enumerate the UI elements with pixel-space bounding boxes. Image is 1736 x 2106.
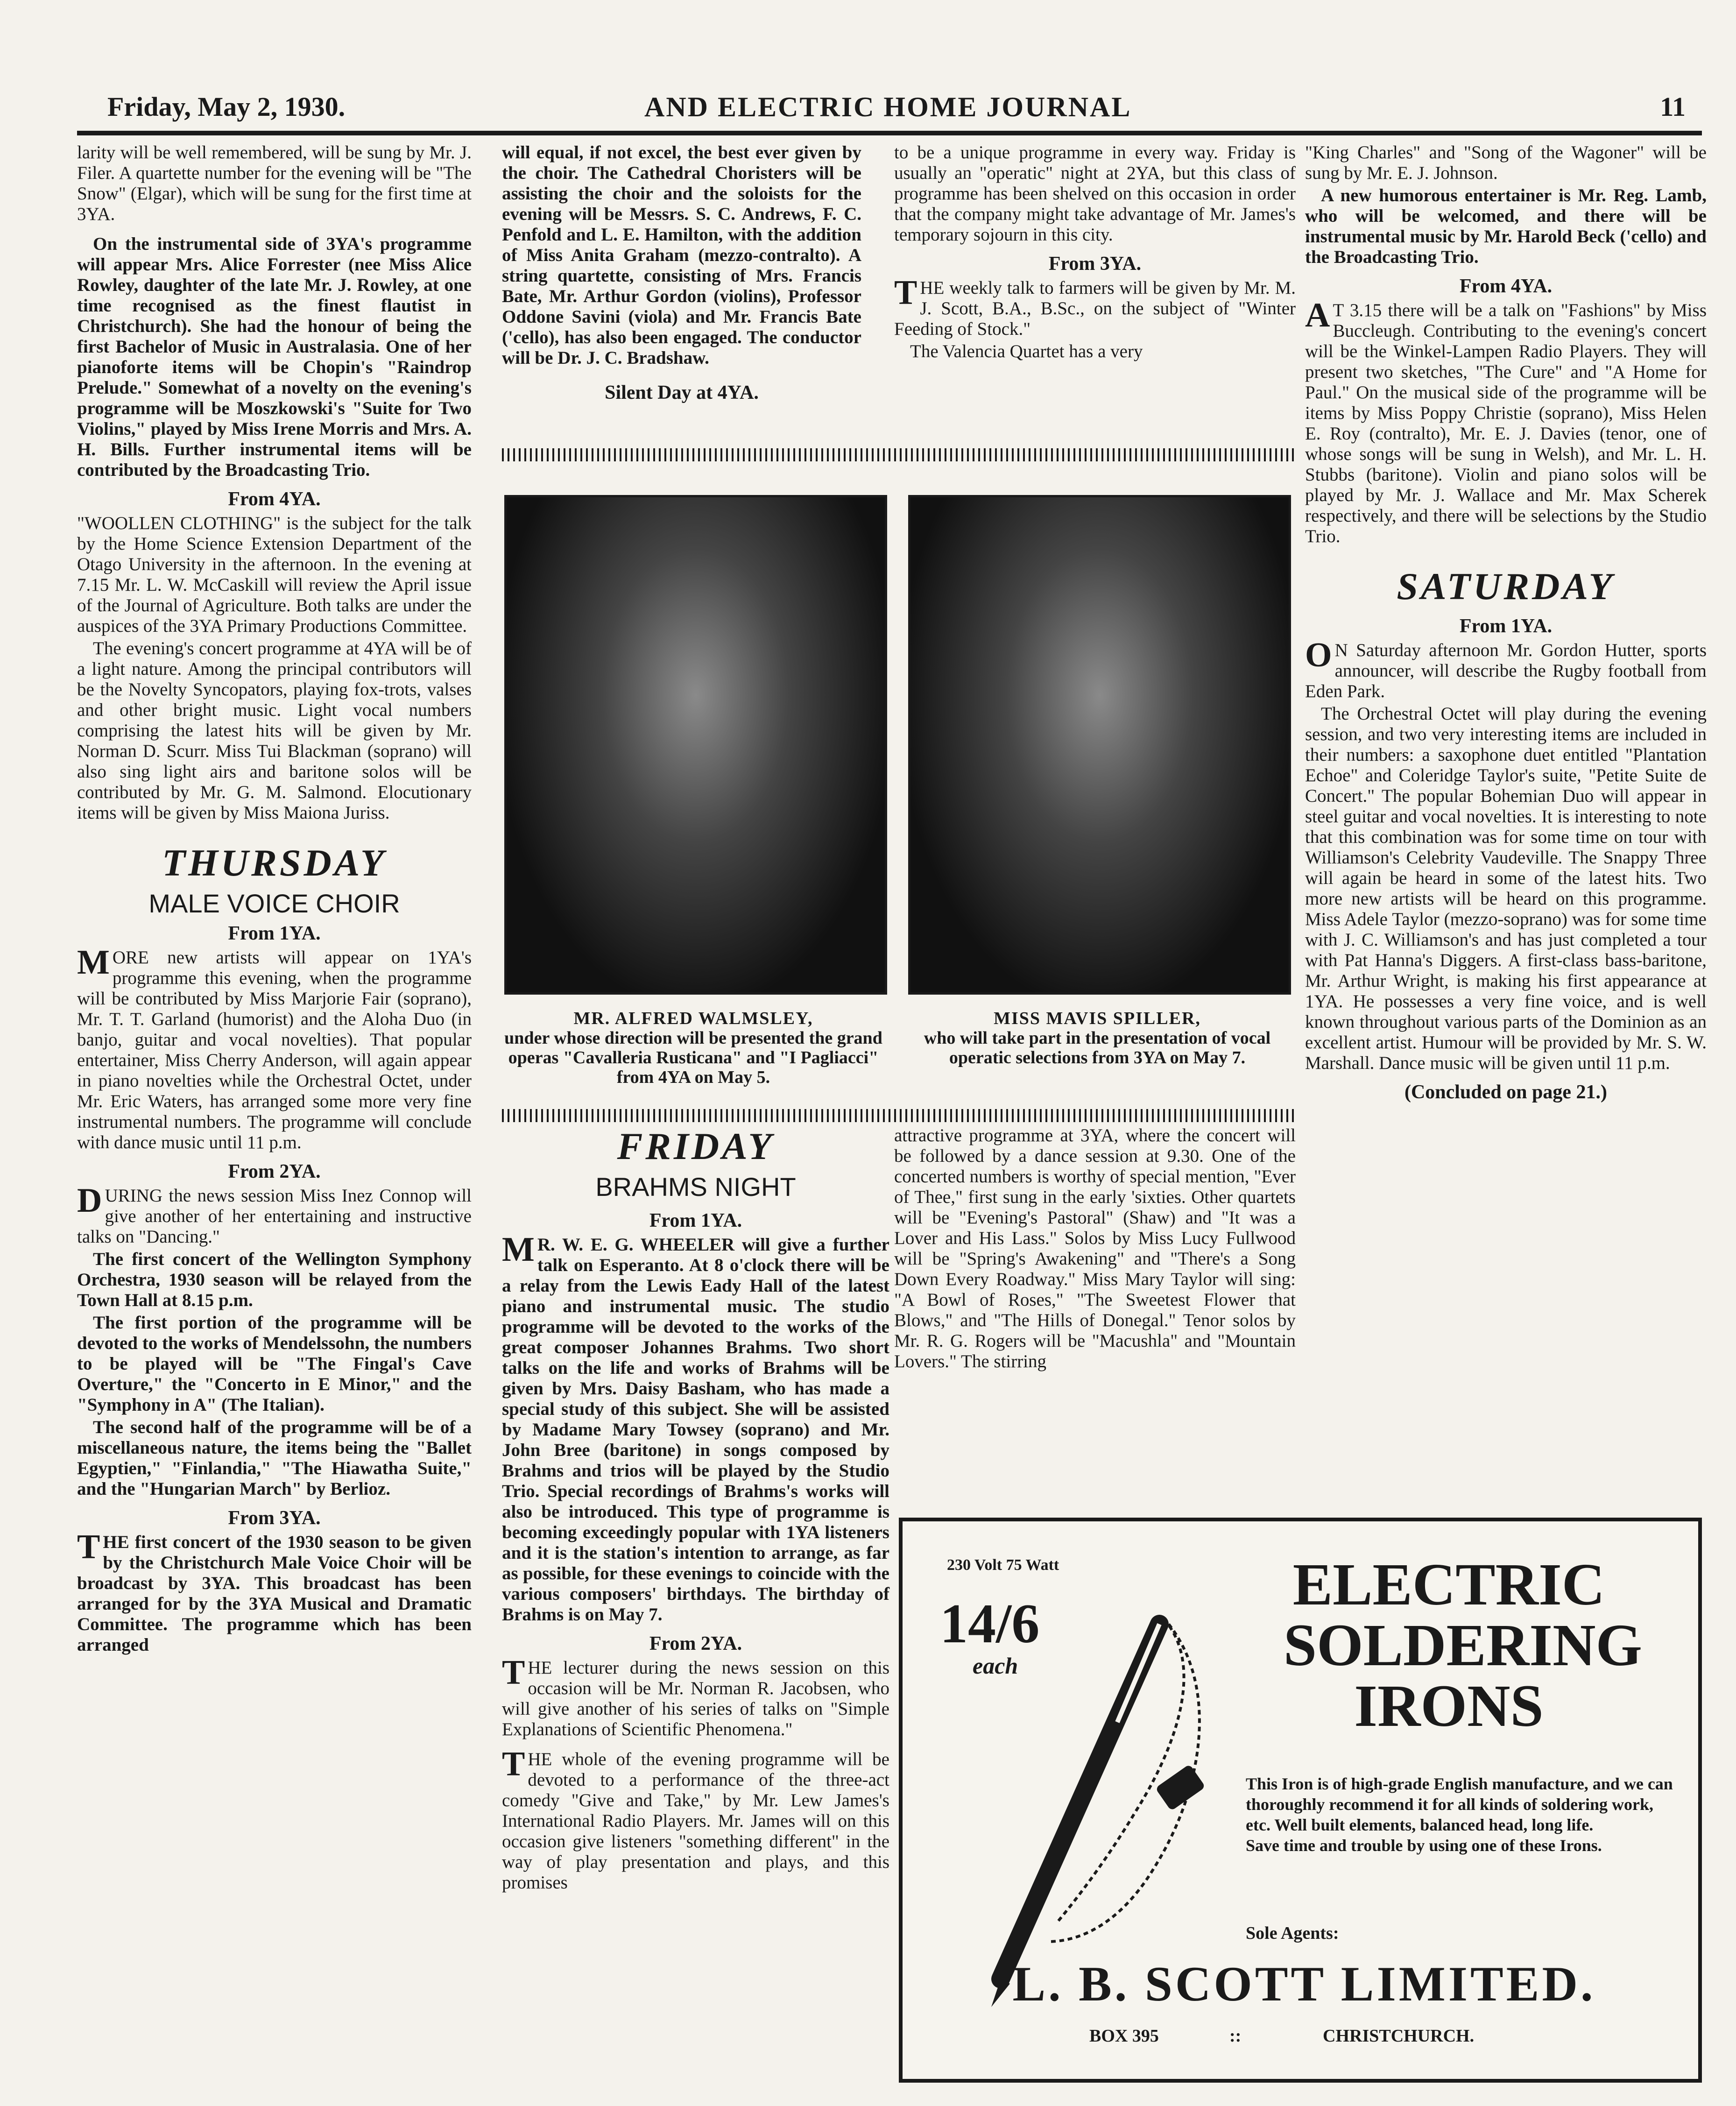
- photo-alfred-walmsley: [504, 495, 887, 995]
- paragraph: The first portion of the programme will be devoted to the works of Mendelssohn, the numbers to be played will be "The Fingal's Cave Overture," the "Concerto in E Minor," and the "Symphony in A" (The Italian).: [77, 1313, 472, 1415]
- ad-title-line-3: IRONS: [1354, 1673, 1544, 1739]
- paragraph: "WOOLLEN CLOTHING" is the subject for the talk by the Home Science Extension Department of the Otago University in the afternoon. In the evening at 7.15 Mr. L. W. McCaskill will review the April issue of the Journal of Agriculture. Both talks are under the auspices of the 3YA Primary Productions Committee.: [77, 513, 472, 636]
- section-heading: MALE VOICE CHOIR: [148, 889, 400, 918]
- subheading: From 1YA.: [1459, 615, 1553, 637]
- continuation-note: (Concluded on page 21.): [1404, 1081, 1608, 1103]
- subheading: From 3YA.: [1048, 253, 1142, 275]
- ad-box-number: BOX 395: [1089, 2026, 1159, 2046]
- caption-text: under whose direction will be presented the grand operas "Cavalleria Rusticana" and "I Pagliacci" from 4YA on May 5.: [504, 1028, 882, 1087]
- subheading: Silent Day at 4YA.: [605, 382, 759, 403]
- ad-title-line-2: SOLDERING: [1283, 1612, 1643, 1678]
- decorative-rule: [502, 448, 1296, 461]
- decorative-rule: [502, 1109, 1296, 1122]
- column-2-top: [502, 142, 861, 407]
- day-heading: SATURDAY: [1397, 565, 1615, 608]
- subheading: From 1YA.: [649, 1210, 742, 1231]
- header-page-number: 11: [1660, 92, 1686, 122]
- photo-caption-right: [908, 1009, 1286, 1067]
- paragraph: MORE new artists will appear on 1YA's programme this evening, when the programme will be contributed by Miss Marjorie Fair (soprano), Mr. T. T. Garland (humorist) and the Aloha Duo (in banjo, guitar and vocal novelties). That popular entertainer, Miss Cherry Anderson, will again appear in piano novelties while the Orchestral Octet, under Mr. Eric Waters, has arranged some more very fine instrumental numbers. The programme will conclude with dance music until 11 p.m.: [77, 943, 472, 1152]
- ad-voltage: 230 Volt 75 Watt: [947, 1556, 1059, 1574]
- subheading: From 2YA.: [228, 1161, 321, 1182]
- subheading: From 1YA.: [228, 923, 321, 944]
- paragraph: The evening's concert programme at 4YA will be of a light nature. Among the principal contributors will be the Novelty Syncopators, playing fox-trots, valses and other bright music. Light vocal numbers comprising the latest hits will be given by Mr. Norman D. Scurr. Miss Tui Blackman (soprano) will also sing light airs and baritone solos will be contributed by Mr. G. M. Salmond. Elocutionary items will be given by Miss Maiona Juriss.: [77, 638, 472, 823]
- column-3-top: [894, 142, 1296, 364]
- paragraph: The Valencia Quartet has a very: [910, 341, 1143, 361]
- caption-name: MISS MAVIS SPILLER,: [994, 1009, 1201, 1028]
- paragraph: THE lecturer during the news session on this occasion will be Mr. Norman R. Jacobsen, who will give another of his series of talks on "Simple Explanations of Scientific Phenomena.": [502, 1654, 889, 1739]
- ad-price-unit: each: [973, 1653, 1018, 1679]
- subheading: From 2YA.: [649, 1633, 742, 1654]
- paragraph: M R. W. E. G. WHEELER will give a further talk on Esperanto. At 8 o'clock there will be a relay from the Lewis Eady Hall of the latest piano and instrumental music. The studio programme will be devoted to the works of the great composer Johannes Brahms. Two short talks on the life and works of Brahms will be given by Mrs. Daisy Basham, who has made a special study of this subject. She will be assisted by Madame Mary Towsey (soprano) and Mr. John Bree (baritone) in songs composed by Brahms and trios will be played by the Studio Trio. Special recordings of Brahms's works will also be introduced. This type of programme is becoming exceedingly popular with 1YA listeners and it is the station's intention to arrange, as far as possible, for these evenings to coincide with the various composers' birthdays. The birthday of Brahms is on May 7.: [502, 1230, 889, 1625]
- photo-caption-left: [502, 1009, 885, 1087]
- drop-cap: T: [502, 1745, 525, 1783]
- paragraph: The second half of the programme will be of a miscellaneous nature, the items being the "Ballet Egyptien," "Finlandia," "The Hiawatha Suite," and the "Hungarian March" by Berlioz.: [77, 1417, 472, 1499]
- drop-cap: D: [77, 1181, 102, 1220]
- day-heading: THURSDAY: [162, 841, 387, 884]
- page-header: [107, 86, 1686, 128]
- drop-cap: T: [77, 1528, 100, 1566]
- paragraph: On the instrumental side of 3YA's programme will appear Mrs. Alice Forrester (nee Miss Alice Rowley, daughter of the late Mr. J. Rowley, at one time recognised as the finest flautist in Christchurch). She had the honour of being the first Bachelor of Music in Australasia. One of her pianoforte items will be Chopin's "Raindrop Prelude." Somewhat of a novelty on the evening's programme will be Moszkowski's "Suite for Two Violins," played by Miss Irene Morris and Mrs. A. H. Bills. Further instrumental items will be contributed by the Broadcasting Trio.: [77, 234, 472, 480]
- subheading: From 4YA.: [228, 488, 321, 510]
- column-2-bottom: [502, 1125, 889, 1895]
- soldering-iron-illustration: [940, 1568, 1229, 2016]
- paragraph: THE first concert of the 1930 season to be given by the Christchurch Male Voice Choir will be broadcast by 3YA. This broadcast has been arranged for by the 3YA Musical and Dramatic Committee. The programme which has been arranged: [77, 1528, 472, 1655]
- photo-mavis-spiller: [908, 495, 1291, 995]
- paragraph: The Orchestral Octet will play during the evening session, and two very interesting items are included in their numbers: a saxophone duet entitled "Plantation Echoe" and Coleridge Taylor's suite, "Petite Suite de Concert." The popular Bohemian Duo will appear in steel guitar and vocal novelties. It is interesting to note that this combination was for some time on tour with Williamson's Celebrity Vaudeville. The Snappy Three will again be heard in some of the latest hits. Two more new artists will be heard on this programme. Miss Adele Taylor (mezzo-soprano) was for some time with J. C. Williamson's and has just completed a tour with Pat Hanna's Diggers. A first-class bass-baritone, Mr. Arthur Wright, is making his first appearance at 1YA. He possesses a very fine voice, and is well known throughout various parts of the Dominion as an excellent artist. Humour will be provided by Mr. S. W. Marshall. Dance music will be given until 11 p.m.: [1305, 704, 1707, 1073]
- paragraph: attractive programme at 3YA, where the concert will be followed by a dance session at 9.30. One of the concerted numbers is worthy of special mention, "Ever of Thee," first sung in the early 'sixties. Other quartets will be "Evening's Pastoral" (Shaw) and "It was a Lover and His Lass." Solos by Miss Lucy Fullwood will be "Spring's Awakening" and "There's a Song Down Every Roadway." Miss Mary Taylor will sing: "A Bowl of Roses," "The Sweetest Flower that Blows," and "The Hills of Donegal." Tenor solos by Mr. R. G. Rogers will be "Macushla" and "Mountain Lovers." The stirring: [894, 1125, 1296, 1371]
- subheading: From 4YA.: [1459, 276, 1553, 297]
- paragraph: A T 3.15 there will be a talk on "Fashions" by Miss Buccleugh. Contributing to the evening's concert will be the Winkel-Lampen Radio Players. They will present two sketches, "The Cure" and "A Home for Paul." On the musical side of the programme will be items by Miss Poppy Christie (soprano), Miss Helen E. Roy (contralto), Mr. E. J. Davies (tenor, one of whose songs will be sung in Welsh), and Mr. L. H. Stubbs (baritone). Violin and piano solos will be played by Mr. J. Wallace and Mr. Max Scherek respectively, and there will be selections by the Studio Trio.: [1305, 296, 1707, 546]
- drop-cap: T: [894, 274, 917, 312]
- drop-cap: A: [1305, 296, 1330, 334]
- drop-cap: M: [77, 943, 110, 982]
- paragraph: DURING the news session Miss Inez Connop will give another of her entertaining and instructive talks on "Dancing.": [77, 1181, 472, 1247]
- drop-cap: T: [502, 1654, 525, 1692]
- caption-name: MR. ALFRED WALMSLEY,: [573, 1009, 813, 1028]
- paragraph: O N Saturday afternoon Mr. Gordon Hutter, sports announcer, will describe the Rugby football from Eden Park.: [1305, 636, 1707, 701]
- section-heading: BRAHMS NIGHT: [595, 1172, 796, 1201]
- ad-body: This Iron is of high-grade English manufacture, and we can thoroughly recommend it for all kinds of soldering work, etc. Well built elements, balanced head, long life. Save time and trouble by using one of these Irons.: [1246, 1774, 1673, 1855]
- ad-title-line-1: ELECTRIC: [1292, 1551, 1605, 1618]
- ad-price: 14/6: [940, 1592, 1040, 1654]
- drop-cap: O: [1305, 636, 1332, 674]
- ad-company-name: L. B. SCOTT LIMITED.: [1012, 1957, 1596, 2011]
- drop-cap: M: [502, 1230, 535, 1269]
- paragraph: A new humorous entertainer is Mr. Reg. Lamb, who will be welcomed, and there will be instrumental music by Mr. Harold Beck ('cello) and the Broadcasting Trio.: [1305, 185, 1707, 267]
- paragraph: The first concert of the Wellington Symphony Orchestra, 1930 season will be relayed from the Town Hall at 8.15 p.m.: [77, 1249, 472, 1310]
- column-1: [77, 142, 472, 1657]
- header-journal-title: AND ELECTRIC HOME JOURNAL: [644, 92, 1132, 122]
- paragraph: larity will be well remembered, will be sung by Mr. J. Filer. A quartette number for the evening will be "The Snow" (Elgar), which will be sung for the first time at 3YA.: [77, 142, 472, 224]
- caption-text: who will take part in the presentation of vocal operatic selections from 3YA on May 7.: [924, 1028, 1271, 1067]
- day-heading: FRIDAY: [617, 1125, 775, 1167]
- ad-separator: ::: [1229, 2026, 1242, 2046]
- paragraph: to be a unique programme in every way. Friday is usually an "operatic" night at 2YA, but this class of programme has been shelved on this occasion in order that the company might take advantage of Mr. James's temporary sojourn in this city.: [894, 142, 1296, 245]
- paragraph: will equal, if not excel, the best ever given by the choir. The Cathedral Choristers will be assisting the choir and the soloists for the evening will be Messrs. S. C. Andrews, F. C. Penfold and L. E. Hamilton, with the addition of Miss Anita Graham (mezzo-contralto). A string quartette, consisting of Mrs. Francis Bate, Mr. Arthur Gordon (violins), Professor Oddone Savini (viola) and Mr. Francis Bate ('cello), has also been engaged. The conductor will be Dr. J. C. Bradshaw.: [502, 142, 861, 368]
- column-4: [1305, 142, 1707, 1106]
- ad-sole-agents: Sole Agents:: [1246, 1923, 1339, 1943]
- header-date: Friday, May 2, 1930.: [107, 92, 346, 122]
- subheading: From 3YA.: [228, 1507, 321, 1529]
- ad-city: CHRISTCHURCH.: [1323, 2026, 1475, 2046]
- advertisement-soldering-irons: [899, 1518, 1702, 2083]
- paragraph: THE whole of the evening programme will be devoted to a performance of the three-act comedy "Give and Take," by Mr. Lew James's International Radio Players. Mr. James will on this occasion give listeners "something different" in the way of play presentation and plays, and this promises: [502, 1745, 889, 1893]
- column-3-bottom: [894, 1125, 1296, 1374]
- paragraph: THE weekly talk to farmers will be given by Mr. M. J. Scott, B.A., B.Sc., on the subject of "Winter Feeding of Stock.": [894, 274, 1296, 339]
- paragraph: "King Charles" and "Song of the Wagoner" will be sung by Mr. E. J. Johnson.: [1305, 142, 1707, 183]
- header-rule: [77, 131, 1702, 135]
